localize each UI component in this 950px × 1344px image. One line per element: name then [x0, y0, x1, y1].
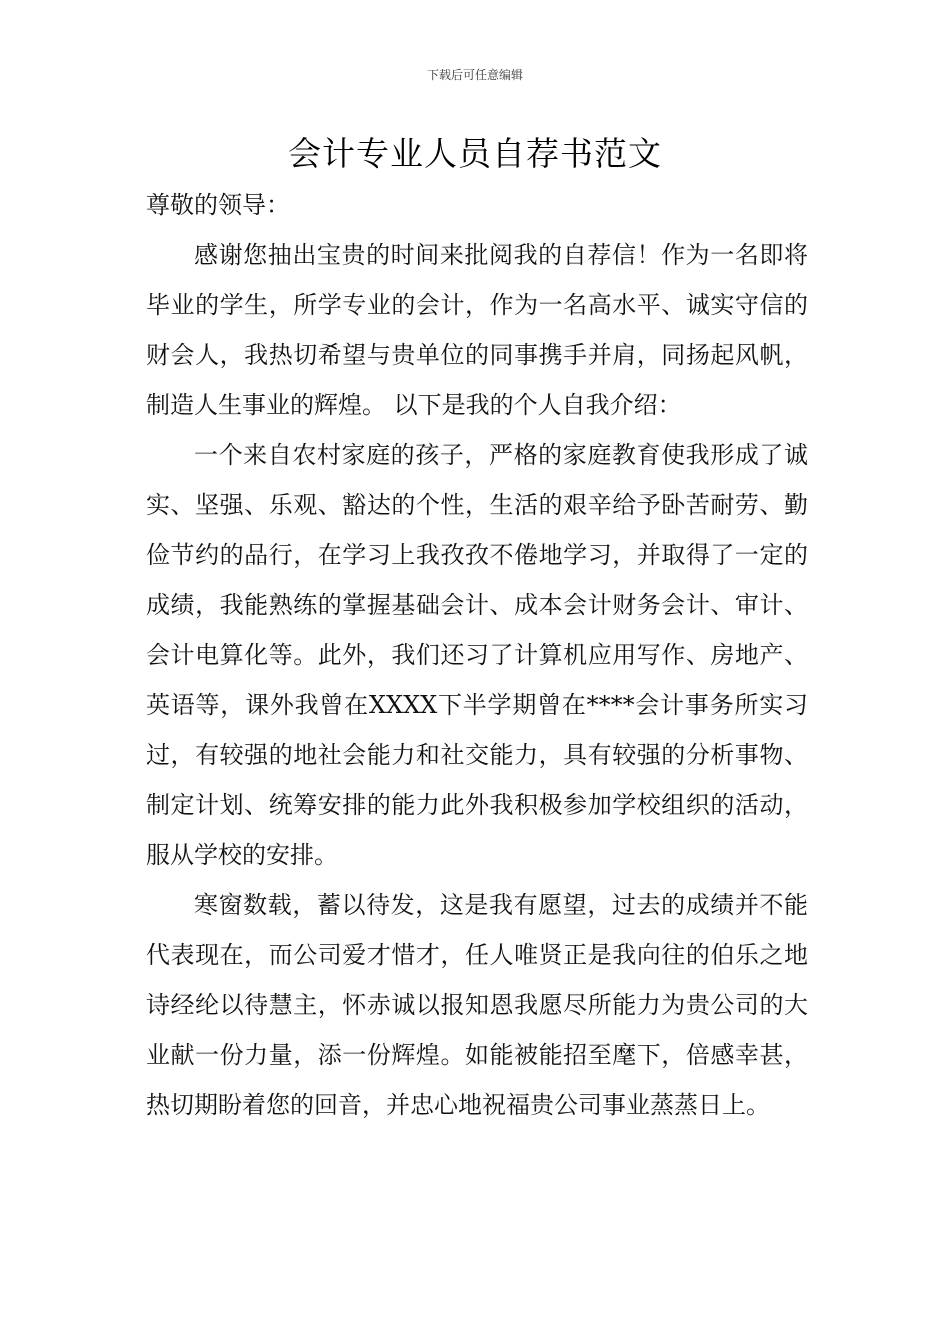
- document-title: 会计专业人员自荐书范文: [288, 134, 662, 173]
- paragraph-closing: 寒窗数载，蓄以待发，这是我有愿望，过去的成绩并不能代表现在，而公司爱才惜才，任人唯贤正是我向往的伯乐之地诗经纶以待慧主，怀赤诚以报知恩我愿尽所能力为贵公司的大业献一份力量，添一份辉煌。如能被能招至麾下，倍感幸甚，热切期盼着您的回音，并忠心地祝福贵公司事业蒸蒸日上。: [146, 891, 808, 1119]
- salutation: 尊敬的领导：: [146, 191, 290, 219]
- header-note: 下载后可任意编辑: [426, 68, 523, 82]
- document-body: [146, 180, 808, 1130]
- paragraph-background: 一个来自农村家庭的孩子，严格的家庭教育使我形成了诚实、坚强、乐观、豁达的个性，生活的艰辛给予卧苦耐劳、勤俭节约的品行，在学习上我孜孜不倦地学习，并取得了一定的成绩，我能熟练的掌握基础会计、成本会计财务会计、审计、会计电算化等。此外，我们还习了计算机应用写作、房地产、英语等，课外我曾在XXXX下半学期曾在****会计事务所实习过，有较强的地社会能力和社交能力，具有较强的分析事物、制定计划、统筹安排的能力此外我积极参加学校组织的活动，服从学校的安排。: [146, 441, 808, 869]
- paragraph-intro: 感谢您抽出宝贵的时间来批阅我的自荐信！作为一名即将毕业的学生，所学专业的会计，作为一名高水平、诚实守信的财会人，我热切希望与贵单位的同事携手并肩，同扬起风帆，制造人生事业的辉煌。 以下是我的个人自我介绍：: [146, 241, 808, 419]
